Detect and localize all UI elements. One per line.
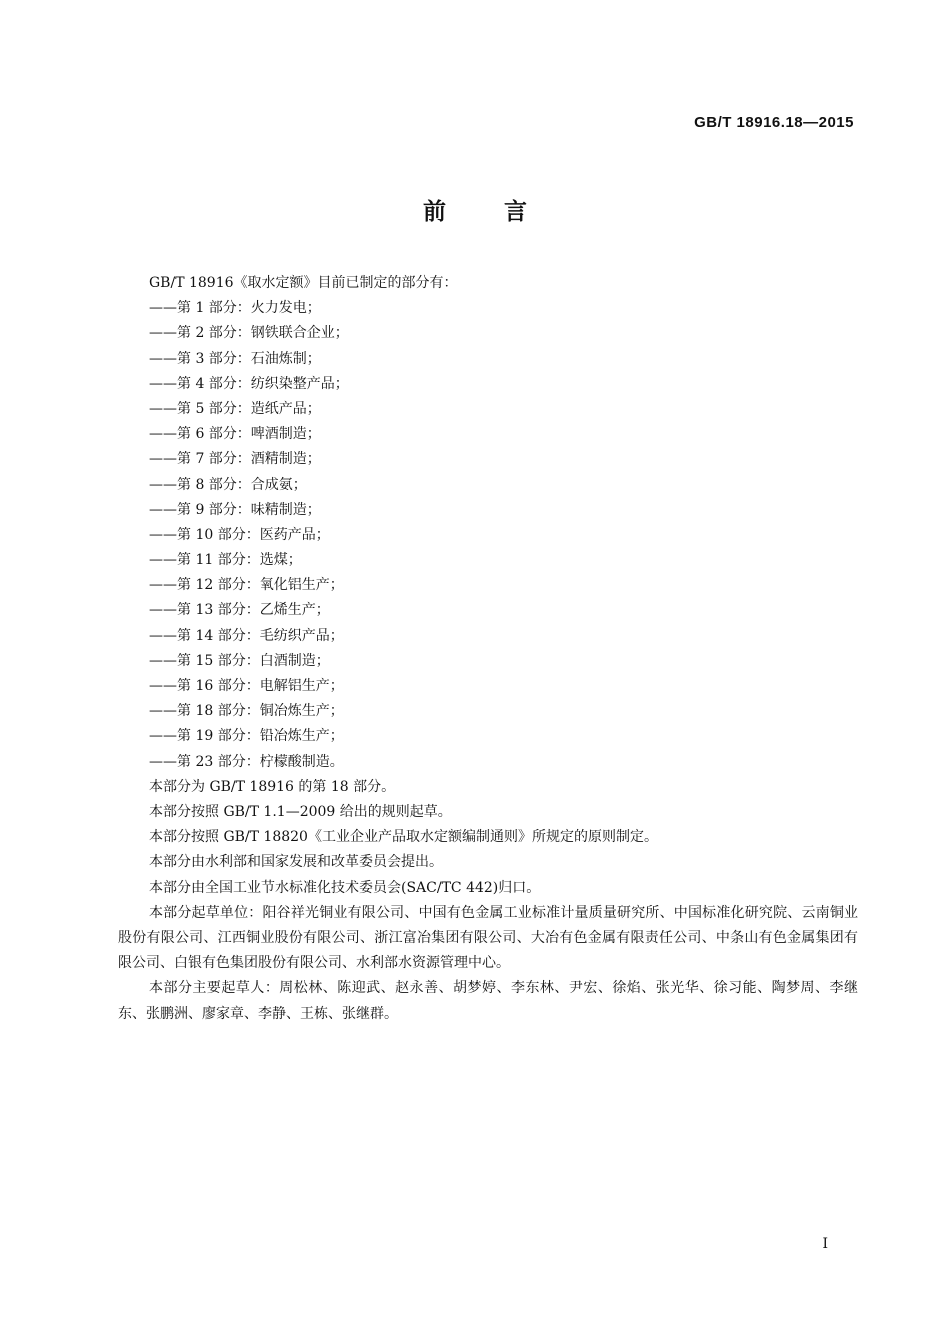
- list-item: ——第 23 部分：柠檬酸制造。: [149, 753, 344, 770]
- foreword-body: [118, 271, 858, 1027]
- list-item: ——第 13 部分：乙烯生产；: [149, 602, 330, 619]
- statement-drafting-rules: 本部分按照 GB/T 1.1—2009 给出的规则起草。: [149, 803, 452, 820]
- list-item: ——第 4 部分：纺织染整产品；: [149, 375, 349, 392]
- page-number: I: [822, 1236, 828, 1252]
- statement-part-number: 本部分为 GB/T 18916 的第 18 部分。: [149, 778, 396, 795]
- list-item: ——第 3 部分：石油炼制；: [149, 350, 321, 367]
- list-item: ——第 6 部分：啤酒制造；: [149, 426, 321, 443]
- intro-line: GB/T 18916《取水定额》目前已制定的部分有：: [149, 275, 458, 291]
- list-item: ——第 19 部分：铅冶炼生产；: [149, 728, 344, 745]
- standard-number: GB/T 18916.18—2015: [694, 114, 854, 131]
- statement-administration: 本部分由全国工业节水标准化技术委员会(SAC/TC 442)归口。: [149, 879, 541, 896]
- list-item: ——第 16 部分：电解铝生产；: [149, 678, 344, 694]
- statement-proposer: 本部分由水利部和国家发展和改革委员会提出。: [149, 854, 443, 871]
- list-item: ——第 1 部分：火力发电；: [149, 300, 321, 317]
- list-item: ——第 9 部分：味精制造；: [149, 501, 321, 518]
- list-item: ——第 12 部分：氧化铝生产；: [149, 577, 344, 594]
- list-item: ——第 15 部分：白酒制造；: [149, 652, 330, 669]
- list-item: ——第 18 部分：铜冶炼生产；: [149, 703, 344, 720]
- list-item: ——第 10 部分：医药产品；: [149, 526, 330, 543]
- statement-principles: 本部分按照 GB/T 18820《工业企业产品取水定额编制通则》所规定的原则制定。: [149, 829, 658, 846]
- list-item: ——第 11 部分：选煤；: [149, 552, 302, 569]
- list-item: ——第 8 部分：合成氨；: [149, 476, 307, 493]
- list-item: ——第 7 部分：酒精制造；: [149, 451, 321, 468]
- list-item: ——第 2 部分：钢铁联合企业；: [149, 325, 349, 342]
- list-item: ——第 5 部分：造纸产品；: [149, 400, 321, 417]
- drafters-paragraph: 本部分主要起草人：周松林、陈迎武、赵永善、胡梦婷、李东林、尹宏、徐焰、张光华、徐习能、陶梦周、李继东、张鹏洲、廖家章、李静、王栋、张继群。: [118, 980, 858, 1022]
- parts-list: [118, 296, 858, 775]
- page-title: 前言: [423, 199, 585, 225]
- drafting-units-paragraph: 本部分起草单位：阳谷祥光铜业有限公司、中国有色金属工业标准计量质量研究所、中国标准化研究院、云南铜业股份有限公司、江西铜业股份有限公司、浙江富冶集团有限公司、大冶有色金属有限责任公司、中条山有色金属集团有限公司、白银有色集团股份有限公司、水利部水资源管理中心。: [118, 904, 858, 972]
- list-item: ——第 14 部分：毛纺织产品；: [149, 627, 344, 644]
